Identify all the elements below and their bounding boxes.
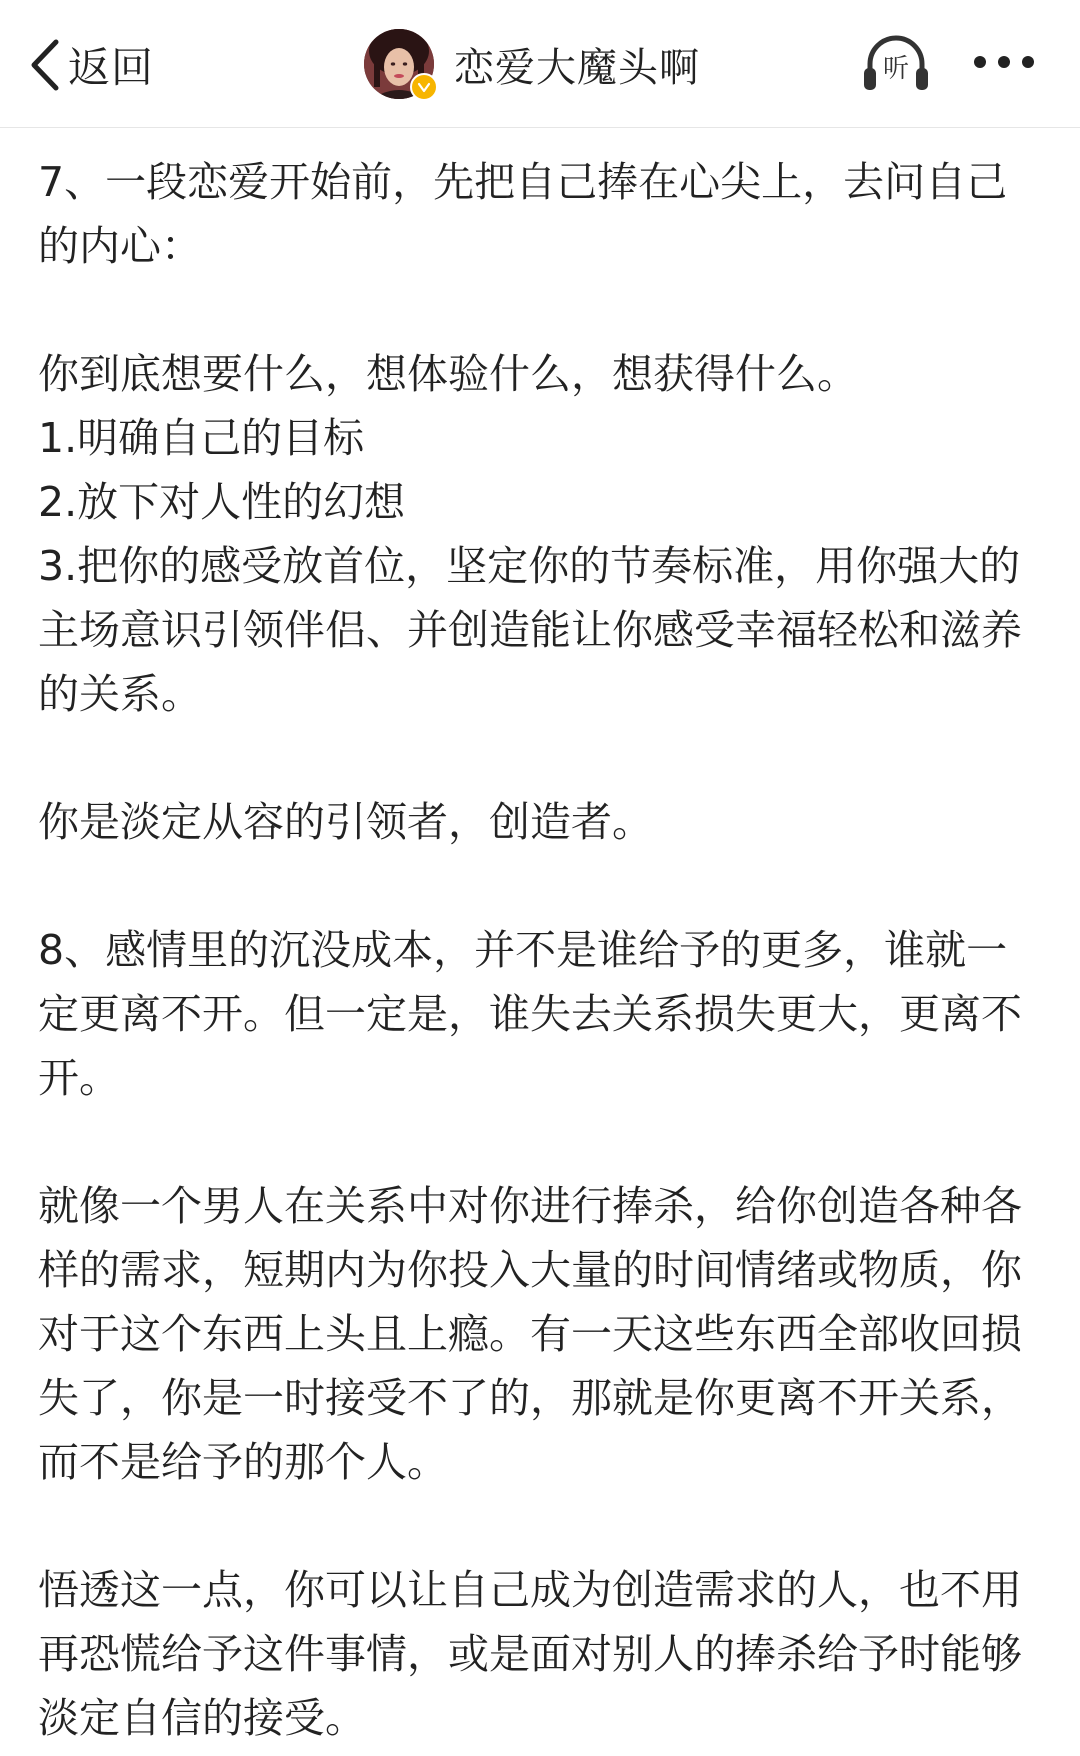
paragraph-spacer [38, 854, 1048, 918]
chevron-left-icon [28, 38, 60, 92]
more-dots-icon [970, 63, 1038, 82]
list-item: 2.放下对人性的幻想 [38, 478, 406, 526]
back-label: 返回 [68, 43, 155, 92]
paragraph: 你是淡定从容的引领者，创造者。 [38, 798, 653, 846]
paragraph: 你到底想要什么，想体验什么，想获得什么。 [38, 350, 858, 398]
back-button[interactable] [28, 30, 154, 100]
listen-label: 听 [882, 54, 909, 84]
paragraph-spacer [38, 726, 1048, 790]
author-info[interactable] [364, 28, 700, 100]
paragraph-spacer [38, 1494, 1048, 1558]
paragraph: 8、感情里的沉没成本，并不是谁给予的更多，谁就一定更离不开。但一定是，谁失去关系损失更大，更离不开。 [38, 926, 1022, 1102]
listen-button[interactable] [860, 32, 932, 94]
more-button[interactable] [970, 46, 1038, 78]
paragraph: 就像一个男人在关系中对你进行捧杀，给你创造各种各样的需求，短期内为你投入大量的时间情绪或物质，你对于这个东西上头且上瘾。有一天这些东西全部收回损失了，你是一时接受不了的，那就是你更离不开关系，而不是给予的那个人。 [38, 1182, 1022, 1486]
top-navigation-bar [0, 0, 1080, 128]
list-item: 1.明确自己的目标 [38, 414, 365, 462]
avatar[interactable] [364, 29, 434, 99]
paragraph: 7、一段恋爱开始前，先把自己捧在心尖上，去问自己的内心： [38, 158, 1008, 270]
paragraph: 悟透这一点，你可以让自己成为创造需求的人，也不用再恐慌给予这件事情，或是面对别人的捧杀给予时能够淡定自信的接受。 [38, 1566, 1022, 1742]
paragraph-spacer [38, 278, 1048, 342]
article-body [38, 150, 1048, 1750]
paragraph-spacer [38, 1110, 1048, 1174]
list-item: 3.把你的感受放首位，坚定你的节奏标准，用你强大的主场意识引领伴侣、并创造能让你感受幸福轻松和滋养的关系。 [38, 542, 1022, 718]
verified-badge-icon [410, 73, 438, 101]
author-name[interactable]: 恋爱大魔头啊 [454, 44, 700, 91]
